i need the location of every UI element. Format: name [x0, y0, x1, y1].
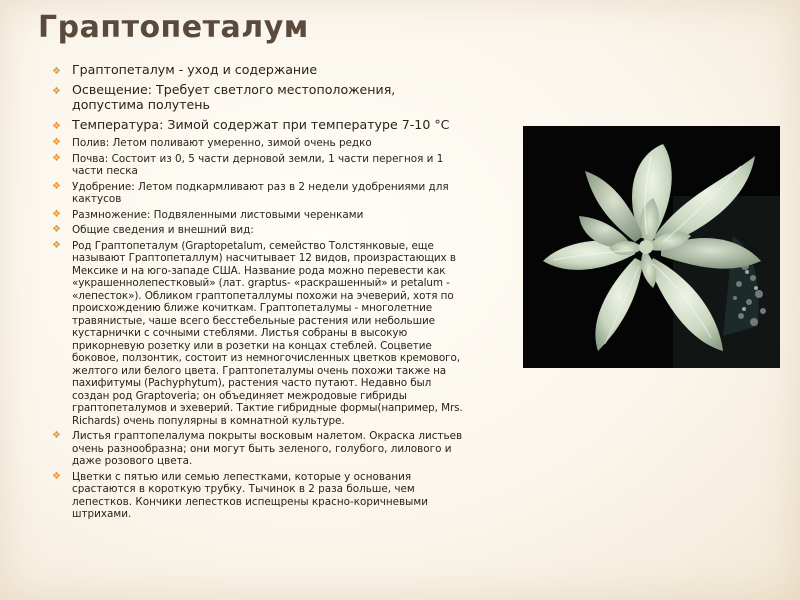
- bullet-marker-icon: ❖: [52, 470, 61, 482]
- bullet-marker-icon: ❖: [52, 66, 61, 77]
- bullet-text: Род Граптопеталум (Graptopetalum, семейство Толстянковые, еще называют Граптопеталлум) насчитывает 12 видов, произрастающих в Мексике и на юго-западе США. Название рода можно перевести как «украшеннолепестковый» (лат. graptus- «раскрашенный» и petalum - «лепесток»). Обликом граптопеталлумы похожи на эчеверий, хотя по происхождению ближе кочиткам. Граптопеталумы - многолетние травянистые, чаше всего бесстебельные растения или небольшие кустарнички с сочными стеблями. Листья собраны в высокую прикорневую розетку или в розетки на концах стеблей. Соцветие боковое, ползонтик, состоит из немногочисленных цветков кремового, желтого или белого цвета. Граптопеталумы очень похожи также на пахифитумы (Pachyphytum), растения часто путают. Недавно был создан род Graptoveria; он объединяет межродовые гибриды граптопеталумов и эхеверий. Тактие гибридные формы(например, Mrs. Richards) очень популярны в комнатной культуре.: [72, 239, 463, 427]
- bullet-marker-icon: ❖: [52, 137, 61, 148]
- bullet-text: Удобрение: Летом подкармливают раз в 2 недели удобрениями для кактусов: [72, 180, 449, 205]
- bullet-marker-icon: ❖: [52, 224, 61, 235]
- bullet-text: Граптопеталум - уход и содержание: [72, 62, 318, 77]
- succulent-plant-icon: [523, 126, 780, 368]
- graptopetalum-photo: [523, 126, 780, 368]
- bullet-item: [50, 153, 470, 178]
- bullet-item: [50, 117, 470, 132]
- bullet-item: [50, 224, 470, 237]
- bullet-text: Температура: Зимой содержат при температуре 7-10 °С: [72, 117, 450, 132]
- bullet-text: Листья граптопелалума покрыты восковым налетом. Окраска листьев очень разнообразна; они могут быть зеленого, голубого, лилового и даже розового цвета.: [72, 430, 463, 467]
- bullet-item: [50, 82, 470, 112]
- bullet-text: Цветки с пятью или семью лепестками, которые у основания срастаются в короткую трубку. Тычинок в 2 раза больше, чем лепестков. Кончики лепестков испещрены красно-коричневыми штрихами.: [72, 470, 428, 520]
- bullet-text: Почва: Состоит из 0, 5 части дерновой земли, 1 части перегноя и 1 части песка: [72, 152, 444, 177]
- bullet-marker-icon: ❖: [52, 180, 61, 192]
- bullet-item: [50, 240, 470, 428]
- bullet-text: Размножение: Подвяленными листовыми черенками: [72, 208, 364, 221]
- slide-title: Граптопеталум: [38, 10, 309, 45]
- bullet-marker-icon: ❖: [52, 239, 61, 251]
- bullet-item: [50, 181, 470, 206]
- bullet-text: Освещение: Требует светлого местоположения, допустима полутень: [72, 82, 396, 112]
- bullet-marker-icon: ❖: [52, 208, 61, 220]
- bullet-marker-icon: ❖: [52, 430, 61, 441]
- bullet-item: [50, 209, 470, 222]
- bullet-item: [50, 137, 470, 150]
- bullet-item: [50, 62, 470, 77]
- bullet-item: [50, 471, 470, 521]
- bullet-text: Полив: Летом поливают умеренно, зимой очень редко: [72, 137, 372, 149]
- bullet-marker-icon: ❖: [52, 152, 61, 164]
- bullet-text: Общие сведения и внешний вид:: [72, 224, 254, 236]
- bullet-item: [50, 430, 470, 468]
- bullet-list: [50, 62, 470, 524]
- bullet-marker-icon: ❖: [52, 121, 61, 132]
- bullet-marker-icon: ❖: [52, 86, 61, 97]
